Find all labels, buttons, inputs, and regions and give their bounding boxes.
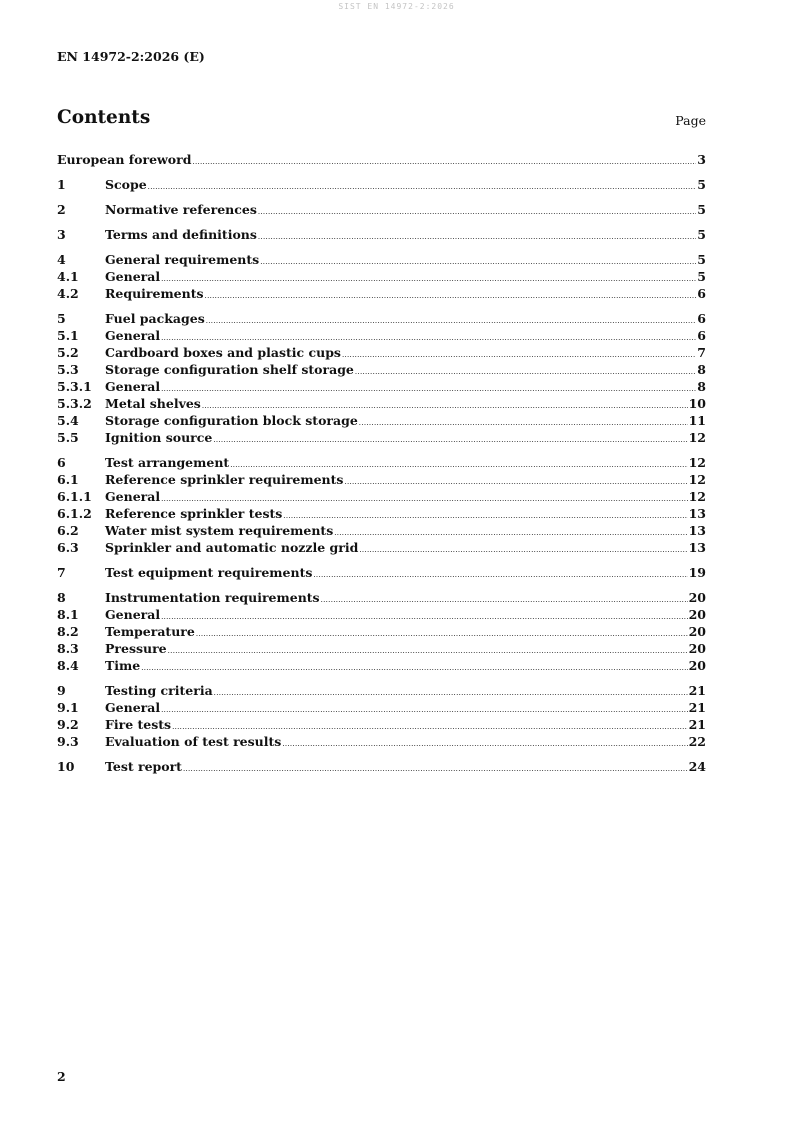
table-of-contents [57,151,706,775]
toc-entry-body [105,226,706,246]
toc-entry-number: 8 [57,590,66,605]
toc-entry-title: General [105,700,161,715]
toc-entry-title: Time [105,658,141,673]
toc-entry-page: 5 [697,227,706,242]
toc-entry-page: 10 [688,396,706,411]
toc-entry-title: General [105,328,161,343]
toc-entry-number: 8.1 [57,607,79,622]
toc-entry-title: Testing criteria [105,683,213,698]
toc-entry-page: 20 [688,607,706,622]
toc-dot-leader [213,432,687,449]
page-column-label: Page [675,113,706,128]
toc-entry-page: 21 [688,717,706,732]
toc-dot-leader [192,154,696,171]
toc-entry-number: 5.2 [57,345,79,360]
toc-entry-title: Reference sprinkler tests [105,506,283,521]
toc-entry-page: 20 [688,624,706,639]
toc-entry-body [105,657,706,677]
toc-entry-title: Requirements [105,286,204,301]
document-id: EN 14972-2:2026 (E) [57,49,205,64]
toc-entry-title: Terms and definitions [105,227,257,242]
toc-entry-number: 8.4 [57,658,79,673]
toc-entry[interactable] [57,412,706,429]
toc-entry-title: Scope [105,177,147,192]
toc-dot-leader [148,179,697,196]
toc-entry-number: 6.1 [57,472,79,487]
toc-entry-title: Temperature [105,624,195,639]
toc-dot-leader [258,204,696,221]
toc-entry-page: 22 [688,734,706,749]
toc-entry-title: Pressure [105,641,167,656]
toc-entry-number: 9 [57,683,66,698]
toc-entry-page: 8 [697,362,706,377]
toc-entry[interactable] [57,623,706,640]
toc-entry-title: Metal shelves [105,396,201,411]
toc-entry-title: General requirements [105,252,260,267]
toc-entry-page: 13 [688,506,706,521]
toc-entry-body [105,539,706,559]
toc-entry-page: 5 [697,252,706,267]
page-number: 2 [57,1069,66,1084]
toc-entry-page: 3 [697,152,706,167]
toc-entry[interactable] [57,589,706,606]
toc-entry-title: Normative references [105,202,257,217]
toc-entry-number: 5.3.1 [57,379,92,394]
toc-entry-title: Cardboard boxes and plastic cups [105,345,341,360]
toc-entry-number: 2 [57,202,66,217]
toc-dot-leader [313,567,687,584]
toc-entry-number: 6.1.2 [57,506,92,521]
toc-entry-page: 20 [688,641,706,656]
toc-entry-number: 5.3 [57,362,79,377]
toc-entry[interactable] [57,361,706,378]
toc-entry-title: General [105,269,161,284]
toc-dot-leader [205,288,697,305]
toc-entry-page: 8 [697,379,706,394]
toc-entry[interactable] [57,699,706,716]
toc-entry[interactable] [57,429,706,446]
toc-entry[interactable] [57,682,706,699]
toc-entry-number: 4 [57,252,66,267]
toc-dot-leader [141,660,687,677]
toc-entry-title: Sprinkler and automatic nozzle grid [105,540,359,555]
toc-entry-page: 6 [697,328,706,343]
toc-entry-title: European foreword [57,152,192,167]
toc-entry-number: 9.2 [57,717,79,732]
toc-entry-number: 7 [57,565,66,580]
toc-entry-page: 20 [688,658,706,673]
toc-entry-title: Reference sprinkler requirements [105,472,344,487]
toc-entry[interactable] [57,268,706,285]
toc-entry[interactable] [57,310,706,327]
toc-entry[interactable] [57,488,706,505]
toc-entry-title: Evaluation of test results [105,734,282,749]
toc-entry-number: 5 [57,311,66,326]
toc-entry-page: 21 [688,700,706,715]
toc-entry-number: 9.3 [57,734,79,749]
toc-entry-number: 4.2 [57,286,79,301]
toc-entry-body [57,151,706,171]
toc-entry-page: 20 [688,590,706,605]
toc-entry-number: 5.3.2 [57,396,92,411]
toc-entry-page: 21 [688,683,706,698]
toc-entry-page: 6 [697,311,706,326]
toc-entry-page: 12 [688,472,706,487]
toc-entry-page: 5 [697,177,706,192]
toc-entry-title: Storage configuration shelf storage [105,362,354,377]
toc-dot-leader [183,761,688,778]
toc-entry[interactable] [57,505,706,522]
toc-entry-title: Fire tests [105,717,172,732]
toc-entry-number: 3 [57,227,66,242]
toc-entry-page: 12 [688,455,706,470]
toc-entry-body [105,733,706,753]
contents-title: Contents [57,107,151,128]
toc-entry-body [105,285,706,305]
toc-entry-page: 12 [688,430,706,445]
toc-entry-number: 6.1.1 [57,489,92,504]
toc-entry-page: 5 [697,269,706,284]
toc-entry-title: Test equipment requirements [105,565,313,580]
toc-entry-body [105,429,706,449]
toc-entry[interactable] [57,395,706,412]
toc-entry[interactable] [57,716,706,733]
toc-entry[interactable] [57,251,706,268]
toc-entry[interactable] [57,471,706,488]
toc-entry-title: General [105,607,161,622]
contents-heading [57,107,706,133]
toc-entry-title: Fuel packages [105,311,205,326]
toc-entry[interactable] [57,564,706,581]
toc-entry-page: 5 [697,202,706,217]
toc-entry-number: 4.1 [57,269,79,284]
toc-dot-leader [359,542,687,559]
toc-entry[interactable] [57,606,706,623]
toc-entry[interactable] [57,226,706,243]
toc-entry-number: 8.3 [57,641,79,656]
toc-entry-page: 13 [688,523,706,538]
watermark-text: SIST EN 14972-2:2026 [338,2,455,11]
toc-entry-number: 1 [57,177,66,192]
toc-entry-page: 11 [688,413,706,428]
toc-entry-number: 6.2 [57,523,79,538]
toc-dot-leader [258,229,696,246]
toc-entry-number: 8.2 [57,624,79,639]
toc-entry[interactable] [57,201,706,218]
toc-entry[interactable] [57,285,706,302]
toc-entry-number: 5.5 [57,430,79,445]
toc-entry-title: Instrumentation requirements [105,590,320,605]
toc-entry-body [105,201,706,221]
toc-entry-title: Water mist system requirements [105,523,334,538]
toc-entry-page: 7 [697,345,706,360]
toc-entry[interactable] [57,657,706,674]
toc-entry-number: 6.3 [57,540,79,555]
toc-entry-title: General [105,379,161,394]
toc-entry-number: 9.1 [57,700,79,715]
toc-entry[interactable] [57,327,706,344]
toc-entry[interactable] [57,733,706,750]
toc-entry-number: 10 [57,759,75,774]
toc-entry-page: 24 [688,759,706,774]
toc-entry[interactable] [57,454,706,471]
toc-entry-title: Test arrangement [105,455,230,470]
toc-entry[interactable] [57,176,706,193]
toc-entry-number: 5.4 [57,413,79,428]
toc-entry[interactable] [57,344,706,361]
toc-entry[interactable] [57,758,706,775]
toc-entry-body [105,758,706,778]
toc-entry-title: Test report [105,759,182,774]
toc-entry-body [105,176,706,196]
toc-entry-page: 6 [697,286,706,301]
toc-entry-page: 19 [688,565,706,580]
toc-entry-page: 12 [688,489,706,504]
toc-entry-body [105,564,706,584]
toc-entry-number: 5.1 [57,328,79,343]
toc-entry-page: 13 [688,540,706,555]
toc-dot-leader [282,736,687,753]
toc-entry[interactable] [57,539,706,556]
toc-entry[interactable] [57,378,706,395]
toc-entry[interactable] [57,522,706,539]
toc-entry-title: General [105,489,161,504]
toc-entry-number: 6 [57,455,66,470]
toc-entry[interactable] [57,640,706,657]
toc-entry[interactable] [57,151,706,168]
toc-entry-title: Ignition source [105,430,213,445]
toc-entry-title: Storage configuration block storage [105,413,358,428]
